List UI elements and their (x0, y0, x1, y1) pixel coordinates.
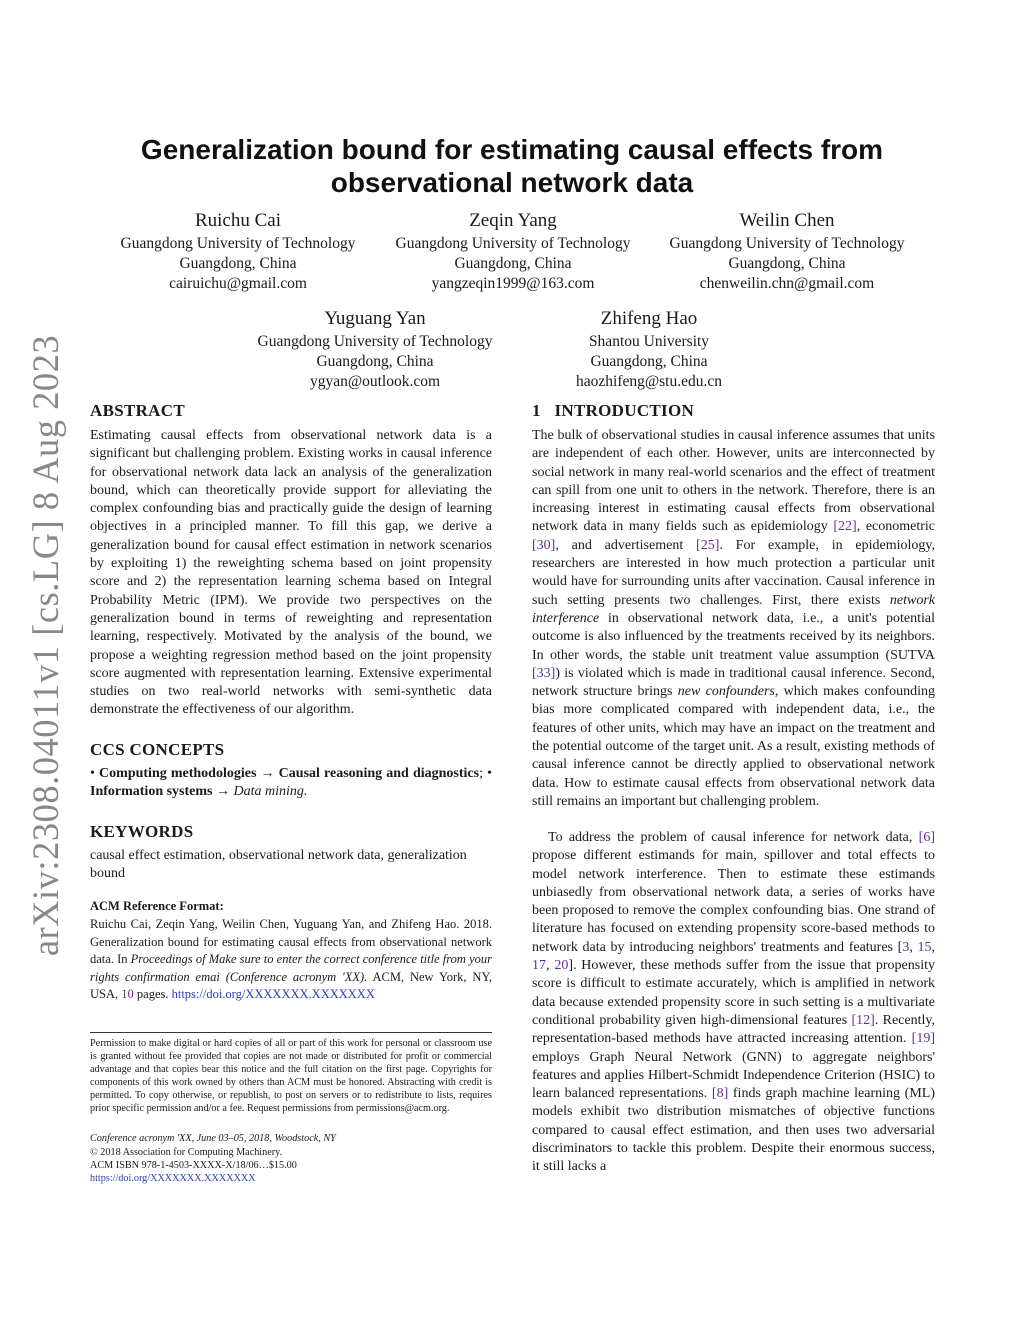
author-affiliation: Shantou University (588, 333, 710, 350)
intro-text: employs Graph Neural Network (GNN) to aggregate neighbors' features and applies Hilbert-Schmidt Independence Criterion (HSIC) to learn balanced representations. (532, 1049, 935, 1102)
ccs-concept-1: Computing methodologies → Causal reasoning and diagnostics (99, 766, 480, 781)
author-email: cairuichu@gmail.com (169, 275, 307, 292)
author-location: Guangdong, China (454, 255, 572, 272)
footer-doi-link[interactable]: https://doi.org/XXXXXXX.XXXXXXX (90, 1173, 256, 1184)
arxiv-stamp (18, 334, 74, 956)
author-email: ygyan@outlook.com (309, 373, 441, 390)
citation-link[interactable]: 3 (902, 939, 910, 955)
keywords-text: causal effect estimation, observational network data, generalization bound (90, 848, 467, 882)
arxiv-id: arXiv:2308.04011v1 [cs.LG] 8 Aug 2023 (25, 334, 67, 956)
author-email: haozhifeng@stu.edu.cn (576, 373, 722, 390)
permission-notice: Permission to make digital or hard copies of all or part of this work for personal or classroom use is granted without fee provided that copies are not made or distributed for profit or commercial advantage and that copies bear this notice and the full citation on the first page. Copyrights for components of this work owned by others than ACM must be honored. Abstracting with credit is permitted. To copy otherwise, or republish, to post on servers or to redistribute to lists, requires prior specific permission and/or a fee. Request permissions from permissions@acm.org. (90, 1038, 492, 1114)
citation-link[interactable]: [30] (532, 537, 556, 553)
intro-emphasis: new confounders (677, 684, 775, 700)
intro-paragraph-2 (532, 829, 935, 1177)
citation-link[interactable]: [12] (851, 1012, 875, 1028)
ccs-concepts: • Computing methodologies → Causal reasoning and diagnostics; • Information systems → Data mining. (90, 766, 493, 800)
ref-format-part2: ACM, New York, NY, USA, (90, 969, 492, 1001)
author-name: Zeqin Yang (469, 210, 557, 231)
author-location: Guangdong, China (179, 255, 297, 272)
ref-format-part3: pages. (133, 987, 172, 1001)
intro-text: , and advertisement (555, 537, 697, 553)
intro-paragraph-1 (532, 427, 935, 811)
ref-format-heading: ACM Reference Format: (90, 899, 224, 913)
citation-link[interactable]: [8] (711, 1086, 729, 1102)
intro-text: ]. However, these methods suffer from the issue that propensity score is difficult to estimate accurately, which is amplified in network data because extended propensity score in such setting is a multivariate conditional probability given high-dimensional features (532, 958, 935, 1028)
abstract-text: Estimating causal effects from observational network data is a significant but challenging problem. Existing works in causal inference for observational network data lack an analysis of the generalization bound, which can theoretically provide support for alleviating the complex confounding bias and practically guide the design of learning objectives in a principled manner. To fill this gap, we derive a generalization bound for causal effect estimation in network scenarios by exploiting 1) the reweighting schema based on joint propensity score and 2) the representation learning schema based on Integral Probability Metric (IPM). We provide two perspectives on the generalization bound in terms of reweighting and representation learning, respectively. Motivated by the analysis of the bound, we propose a weighting regression method based on the joint propensity score augmented with representation learning. Extensive experimental studies on two real-world networks with semi-synthetic data demonstrate the effectiveness of our algorithm. (90, 428, 492, 718)
ccs-heading: CCS CONCEPTS (90, 740, 225, 759)
citation-link[interactable]: [33] (532, 665, 556, 681)
author-name: Ruichu Cai (194, 210, 282, 231)
citation-link[interactable]: 17 (532, 958, 546, 974)
author-block (240, 306, 510, 392)
intro-emphasis: network interference (532, 592, 935, 626)
intro-text: , which makes confounding bias more complicated compared with independent data, i.e., the features of other units, which may have an impact on the treatment and the potential outcome of the target unit. As a result, existing methods of causal inference cannot be directly applied to observational network data. How to estimate causal effects from observational network data still remains an important but challenging problem. (532, 684, 936, 809)
author-block (652, 208, 922, 294)
citation-link[interactable]: [25] (696, 537, 720, 553)
author-affiliation: Guangdong University of Technology (395, 235, 631, 252)
intro-text: . For example, in epidemiology, researchers are interested in how much protection a particular unit would have for surrounding units after vaccination. Causal inference in such setting presents two challenges. First, there exists (532, 537, 935, 608)
author-affiliation: Guangdong University of Technology (120, 235, 356, 252)
author-affiliation: Guangdong University of Technology (669, 235, 905, 252)
isbn-line: ACM ISBN 978-1-4503-XXXX-X/18/06…$15.00 (90, 1160, 297, 1171)
ref-format-venue: Proceedings of Make sure to enter the correct conference title from your rights confirmation emai (Conference acronym 'XX). (90, 952, 492, 984)
intro-text: finds graph machine learning (ML) models exhibit two distribution mismatches of objective functions compared to causal effect estimation, and then uses two adversarial discriminators to tackle this problem. Despite their enormous success, it still lacks a (532, 1086, 935, 1175)
author-block (103, 208, 373, 294)
ref-format-pages-link[interactable]: 10 (121, 987, 134, 1001)
author-name: Zhifeng Hao (600, 308, 698, 329)
intro-text: in observational network data, i.e., a unit's potential outcome is also influenced by the treatments received by its neighbors. In other words, the stable unit treatment value assumption (SUTVA (532, 610, 935, 663)
citation-link[interactable]: 20 (554, 958, 569, 974)
author-affiliation: Guangdong University of Technology (257, 333, 493, 350)
intro-text: To address the problem of causal inference for network data, (548, 830, 919, 845)
intro-text: The bulk of observational studies in causal inference assumes that units are independent of each other. However, units are interconnected by social network in many real-world scenarios and the effect of treatment can spill from one unit to others in the network. Therefore, there is an increasing interest in estimating causal effects from observational network data in many fields such as epidemiology (532, 428, 935, 535)
ref-format-doi-link[interactable]: https://doi.org/XXXXXXX.XXXXXXX (171, 987, 375, 1001)
citation-link[interactable]: [6] (918, 830, 935, 845)
intro-text: ) is violated which is made in traditional causal inference. Second, network structure brings (532, 665, 935, 700)
author-name: Yuguang Yan (324, 308, 426, 329)
author-block (529, 306, 769, 392)
ccs-concept-2: Information systems → (90, 784, 230, 800)
copyright-line: © 2018 Association for Computing Machinery. (90, 1147, 283, 1158)
intro-text: , (909, 939, 918, 955)
author-email: chenweilin.chn@gmail.com (699, 275, 875, 292)
citation-link[interactable]: 15 (917, 939, 932, 955)
author-location: Guangdong, China (728, 255, 846, 272)
citation-link[interactable]: [19] (911, 1031, 935, 1047)
abstract-heading: ABSTRACT (90, 401, 185, 420)
keywords-heading: KEYWORDS (90, 822, 194, 841)
citation-link[interactable]: [22] (833, 519, 857, 535)
author-email: yangzeqin1999@163.com (431, 275, 595, 292)
intro-heading: 1 INTRODUCTION (532, 401, 695, 420)
conference-info: Conference acronym 'XX, June 03–05, 2018, Woodstock, NY (90, 1133, 336, 1144)
author-location: Guangdong, China (590, 353, 708, 370)
ref-format-part1: Ruichu Cai, Zeqin Yang, Weilin Chen, Yuguang Yan, and Zhifeng Hao. 2018. Generalization bound for estimating causal effects from observational network data. In (90, 917, 492, 966)
author-block (378, 208, 648, 294)
ccs-concept-2-leaf: Data mining. (233, 784, 308, 800)
author-location: Guangdong, China (316, 353, 434, 370)
footnote-rule (90, 1032, 492, 1033)
author-name: Weilin Chen (739, 210, 835, 231)
intro-text: propose different estimands for main, spillover and total effects to model network interference. Then to estimate these estimands unbiasedly from observational network data, a series of works have been proposed to remove the complex confounding bias. One strand of literature has focused on extending propensity score-based methods to network data by introducing neighbors' treatments and features [ (532, 848, 935, 955)
intro-text: . Recently, representation-based methods have attracted increasing attention. (532, 1012, 935, 1047)
intro-text: , (931, 939, 935, 955)
intro-text: , econometric (856, 519, 936, 535)
intro-text: , (546, 958, 555, 974)
paper-title: Generalization bound for estimating causal effects from observational network data (140, 134, 884, 198)
ref-format-text (90, 916, 492, 1004)
